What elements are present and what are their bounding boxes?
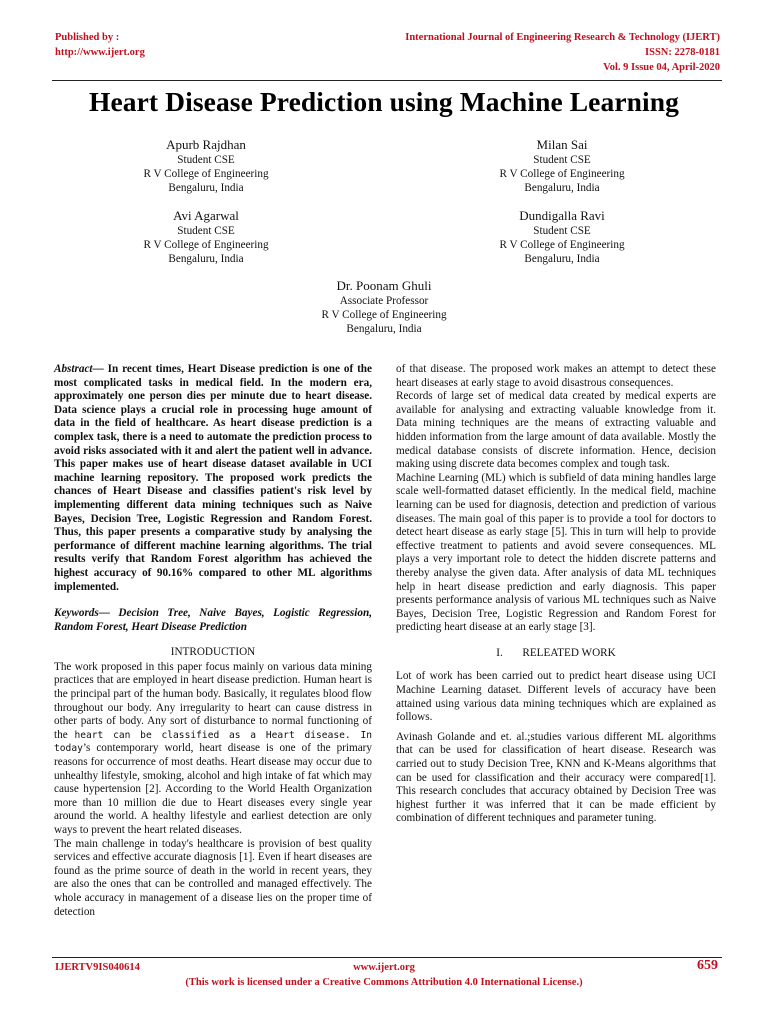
author-affiliation: R V College of Engineering <box>499 168 625 180</box>
author-location: Bengaluru, India <box>168 182 244 194</box>
author-affiliation: R V College of Engineering <box>143 168 269 180</box>
paragraph: Machine Learning (ML) which is subfield of data mining handles large scale well-formatted dataset efficiently. In the medical field, machine learning can be used for diagnosis, detection and prediction of various diseases. The main goal of this paper is to provide a tool for doctors to detect heart disease as early stage [5]. This in turn will help to provide effective treatment to patients and avoid severe consequences. ML plays a very important role to detect the hidden discrete patterns and thereby analyse the given data. After analysis of data ML techniques help in heart disease prediction and early diagnosis. This paper presents performance analysis of various ML techniques such as Naive Bayes, Decision Tree, Logistic Regression and Random Forest for predicting heart disease at an early stage [3]. <box>396 471 716 634</box>
author-name: Milan Sai <box>536 137 588 152</box>
journal-url-link[interactable]: http://www.ijert.org <box>55 47 145 58</box>
author-affiliation: R V College of Engineering <box>499 239 625 251</box>
published-by-label: Published by : <box>55 32 120 43</box>
abstract <box>54 363 372 594</box>
journal-info-block <box>405 30 720 75</box>
author-location: Bengaluru, India <box>168 253 244 265</box>
publisher-block <box>55 30 145 60</box>
paper-title: Heart Disease Prediction using Machine Learning <box>88 86 680 117</box>
author-role: Student CSE <box>533 225 591 237</box>
journal-name: International Journal of Engineering Research & Technology (IJERT) <box>405 32 720 43</box>
license-notice: (This work is licensed under a Creative Commons Attribution 4.0 International License.) <box>185 977 583 988</box>
page-number: 659 <box>697 958 718 973</box>
author-name: Avi Agarwal <box>173 208 239 223</box>
author-role: Associate Professor <box>339 295 429 307</box>
author-block <box>234 277 534 336</box>
paragraph: The main challenge in today's healthcare is provision of best quality services and effective accurate diagnosis [1]. Even if heart diseases are found as the prime source of death in the world in recent years, they are also the ones that can be controlled and managed effectively. The whole accuracy in management of a disease lies on the proper time of detection <box>54 837 372 918</box>
author-location: Bengaluru, India <box>346 323 422 335</box>
footer-url-link[interactable]: www.ijert.org <box>353 962 415 973</box>
abstract-dash: — <box>92 363 108 375</box>
header-rule <box>52 80 722 81</box>
section-heading-related-work: I. RELEATED WORK <box>496 646 616 659</box>
author-role: Student CSE <box>533 154 591 166</box>
author-affiliation: R V College of Engineering <box>143 239 269 251</box>
author-name: Dundigalla Ravi <box>519 208 605 223</box>
right-column <box>396 363 716 826</box>
issn: ISSN: 2278-0181 <box>645 47 720 58</box>
keywords: Keywords— Decision Tree, Naive Bayes, Logistic Regression, Random Forest, Heart Disease Prediction <box>54 607 372 633</box>
section-heading-introduction: INTRODUCTION <box>170 646 256 659</box>
paragraph: Avinash Golande and et. al.;studies various different ML algorithms that can be used for classification of heart disease. Research was carried out to study Decision Tree, KNN and K-Means algorithms that can be used for classification and their accuracy were compared[1]. This research concludes that accuracy obtained by Decision Tree was highest further it was inferred that it can be made efficient by combination of different techniques and parameter tuning. <box>396 730 716 825</box>
author-location: Bengaluru, India <box>524 182 600 194</box>
author-name: Dr. Poonam Ghuli <box>336 278 432 293</box>
footer-rule <box>52 957 722 958</box>
author-name: Apurb Rajdhan <box>166 137 246 152</box>
author-role: Student CSE <box>177 154 235 166</box>
author-block <box>412 136 712 195</box>
abstract-label: Abstract <box>54 363 93 375</box>
paper-id: IJERTV9IS040614 <box>55 962 140 973</box>
paragraph: of that disease. The proposed work makes an attempt to detect these heart diseases at early stage to avoid disastrous consequences. <box>396 363 716 389</box>
abstract-text: In recent times, Heart Disease prediction is one of the most complicated tasks in medical field. In the modern era, approximately one person dies per minute due to heart disease. Data science plays a crucial role in processing huge amount of data in the field of healthcare. As heart disease prediction is a complex task, there is a need to automate the prediction process to avoid risks associated with it and alert the patient well in advance. This paper makes use of heart disease dataset available in UCI machine learning repository. The proposed work predicts the chances of Heart Disease and classifies patient's risk level by implementing different data mining techniques such as Naive Bayes, Decision Tree, Logistic Regression and Random Forest. Thus, this paper presents a comparative study by analysing the performance of different machine learning algorithms. The trial results verify that Random Forest algorithm has achieved the highest accuracy of 90.16% compared to other ML algorithms implemented. <box>54 363 372 593</box>
volume-issue: Vol. 9 Issue 04, April-2020 <box>603 62 720 73</box>
author-role: Student CSE <box>177 225 235 237</box>
author-location: Bengaluru, India <box>524 253 600 265</box>
paragraph-text-mono: heart can be classified as a Heart disease. In today <box>54 729 372 755</box>
author-block <box>412 207 712 266</box>
author-affiliation: R V College of Engineering <box>321 309 447 321</box>
paragraph-text: ’s contemporary world, heart disease is one of the primary reasons for occurrence of most deaths. Heart disease may occur due to unhealthy lifestyle, smoking, alcohol and high intake of fat which may cause hypertension [2]. According to the World Health Organization more than 10 million die due to Heart diseases every single year around the world. A healthy lifestyle and earliest detection are only ways to prevent the heart related diseases. <box>54 742 372 836</box>
author-block <box>56 136 356 195</box>
author-block <box>56 207 356 266</box>
paragraph: Records of large set of medical data created by medical experts are available for analysing and extracting valuable knowledge from it. Data mining techniques are the means of extracting valuable and hidden information from the large amount of data available. Mostly the medical database consists of discrete information. Hence, decision making using discrete data becomes complex and tough task. <box>396 390 716 471</box>
paragraph <box>54 661 372 838</box>
left-column <box>54 363 372 919</box>
paragraph-text: The work proposed in this paper focus mainly on various data mining practices that are employed in heart disease prediction. Human heart is the principal part of the human body. Basically, it regulates blood flow throughout our body. Any irregularity to heart can cause distress in other parts of body. Any sort of disturbance to normal functioning of the <box>54 660 372 741</box>
paragraph: Lot of work has been carried out to predict heart disease using UCI Machine Learning dataset. Different levels of accuracy have been attained using various data mining techniques which are explained as follows. <box>396 670 716 724</box>
